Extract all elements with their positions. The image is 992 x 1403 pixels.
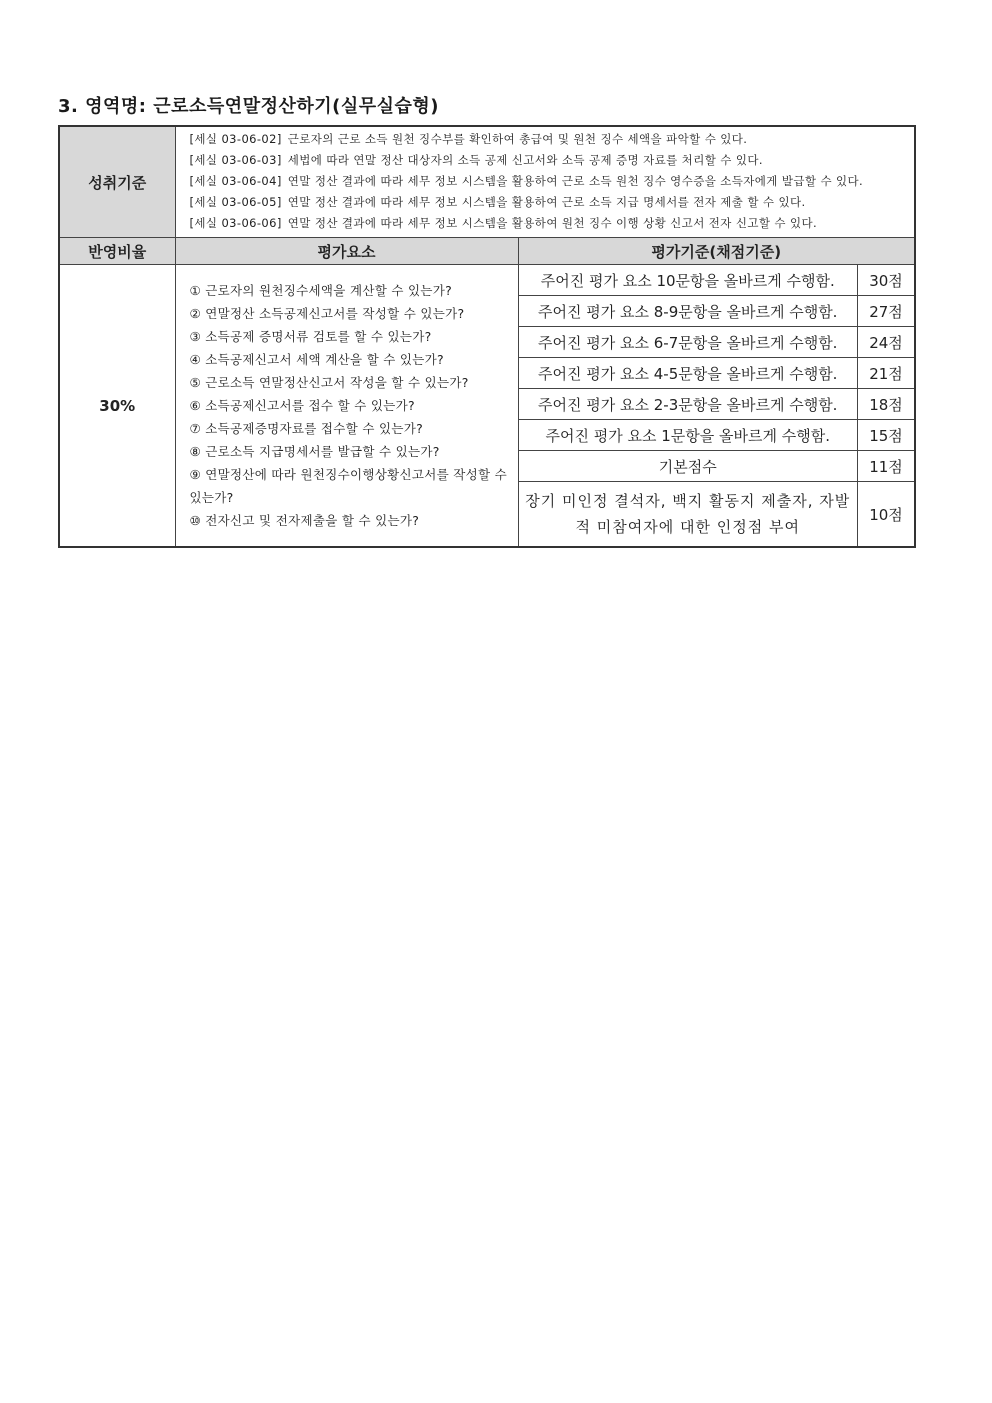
standard-text: 근로자의 근로 소득 원천 징수부를 확인하여 총급여 및 원천 징수 세액을 파악할 수 있다. (287, 132, 748, 146)
standard-code: [세실 03-06-05] (189, 195, 282, 209)
achievement-row (59, 126, 915, 238)
standard-code: [세실 03-06-06] (189, 216, 282, 230)
eval-item: ⑥ 소득공제신고서를 접수 할 수 있는가? (189, 398, 415, 413)
standard-text: 연말 정산 결과에 따라 세무 정보 시스템을 활용하여 근로 소득 원천 징수 영수증을 소득자에게 발급할 수 있다. (287, 174, 864, 188)
eval-item: ⑨ 연말정산에 따라 원천징수이행상황신고서를 작성할 수 있는가? (189, 467, 507, 505)
standard-item (190, 171, 903, 192)
eval-item: ⑤ 근로소득 연말정산신고서 작성을 할 수 있는가? (189, 375, 469, 390)
criteria-desc: 주어진 평가 요소 1문항을 올바르게 수행함. (519, 420, 858, 451)
standard-text: 연말 정산 결과에 따라 세무 정보 시스템을 활용하여 원천 징수 이행 상황 신고서 전자 신고할 수 있다. (287, 216, 818, 230)
criteria-desc: 장기 미인정 결석자, 백지 활동지 제출자, 자발적 미참여자에 대한 인정점 부여 (525, 492, 851, 536)
criteria-score: 27점 (858, 296, 915, 327)
criteria-row (519, 265, 915, 296)
criteria-row (519, 358, 915, 389)
achievement-label: 성취기준 (59, 126, 175, 238)
standard-text: 연말 정산 결과에 따라 세무 정보 시스템을 활용하여 근로 소득 지급 명세서를 전자 제출 할 수 있다. (287, 195, 806, 209)
standard-code: [세실 03-06-02] (189, 132, 282, 146)
eval-item: ③ 소득공제 증명서류 검토를 할 수 있는가? (189, 329, 432, 344)
eval-item: ④ 소득공제신고서 세액 계산을 할 수 있는가? (189, 352, 444, 367)
standard-code: [세실 03-06-03] (189, 153, 282, 167)
criteria-row (519, 451, 915, 482)
eval-item: ① 근로자의 원천징수세액을 계산할 수 있는가? (189, 283, 453, 298)
section-heading: 3. 영역명: 근로소득연말정산하기(실무실습형) (58, 96, 440, 117)
standard-item (190, 192, 903, 213)
standard-code: [세실 03-06-04] (189, 174, 282, 188)
eval-item: ⑩ 전자신고 및 전자제출을 할 수 있는가? (189, 513, 420, 528)
criteria-score: 24점 (858, 327, 915, 358)
eval-item: ⑧ 근로소득 지급명세서를 발급할 수 있는가? (189, 444, 440, 459)
elements-header: 평가요소 (175, 238, 518, 265)
criteria-score: 18점 (858, 389, 915, 420)
evaluation-table (58, 125, 916, 548)
criteria-desc: 주어진 평가 요소 8-9문항을 올바르게 수행함. (519, 296, 858, 327)
criteria-score: 21점 (858, 358, 915, 389)
criteria-desc: 주어진 평가 요소 2-3문항을 올바르게 수행함. (519, 389, 858, 420)
criteria-row (519, 482, 915, 547)
criteria-desc: 주어진 평가 요소 10문항을 올바르게 수행함. (519, 265, 858, 296)
criteria-row (519, 327, 915, 358)
criteria-score: 30점 (858, 265, 915, 296)
standard-item (190, 213, 903, 234)
criteria-header: 평가기준(채점기준) (518, 238, 915, 265)
criteria-row (519, 296, 915, 327)
criteria-score: 11점 (858, 451, 915, 482)
content-row (59, 265, 915, 548)
criteria-row (519, 389, 915, 420)
criteria-cell (518, 265, 915, 548)
criteria-table (519, 265, 915, 546)
standard-text: 세법에 따라 연말 정산 대상자의 소득 공제 신고서와 소득 공제 증명 자료를 처리할 수 있다. (287, 153, 763, 167)
criteria-desc: 기본점수 (519, 451, 858, 482)
criteria-row (519, 420, 915, 451)
standard-item (190, 129, 903, 150)
ratio-value: 30% (59, 265, 175, 548)
eval-item: ⑦ 소득공제증명자료를 접수할 수 있는가? (189, 421, 424, 436)
criteria-desc: 주어진 평가 요소 4-5문항을 올바르게 수행함. (519, 358, 858, 389)
criteria-score: 10점 (858, 482, 915, 547)
criteria-desc: 주어진 평가 요소 6-7문항을 올바르게 수행함. (519, 327, 858, 358)
eval-items-list (175, 265, 518, 548)
standard-item (190, 150, 903, 171)
eval-item: ② 연말정산 소득공제신고서를 작성할 수 있는가? (189, 306, 465, 321)
ratio-header: 반영비율 (59, 238, 175, 265)
criteria-score: 15점 (858, 420, 915, 451)
header-row (59, 238, 915, 265)
achievement-standards (175, 126, 915, 238)
